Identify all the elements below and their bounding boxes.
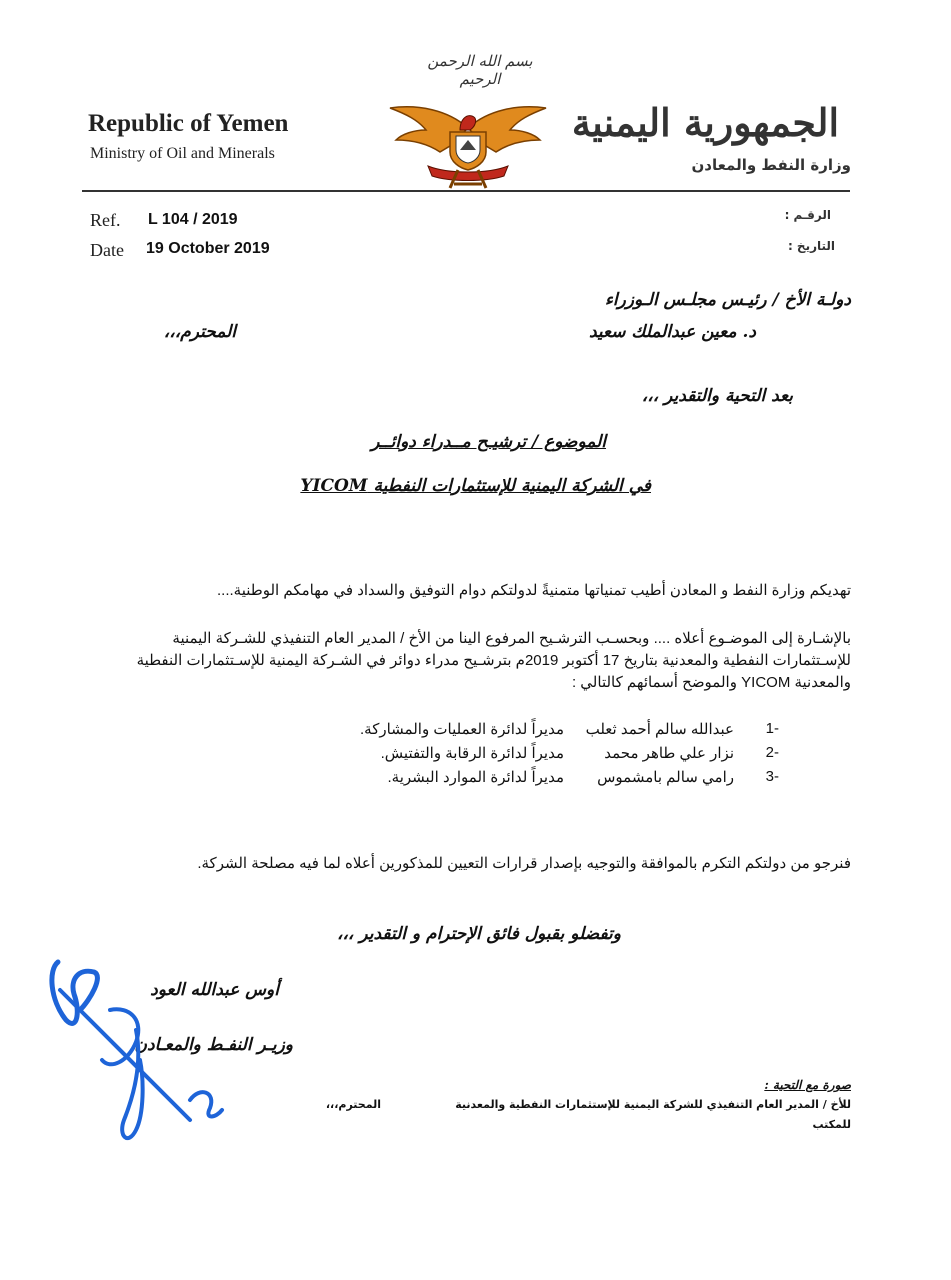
greeting: بعد التحية والتقدير ،،، xyxy=(641,386,793,406)
signatory-title: وزيـر النفـط والمعـادن xyxy=(134,1035,293,1055)
header-en-title: Republic of Yemen xyxy=(88,110,289,137)
header-ar-title: الجمهورية اليمنية xyxy=(571,100,839,145)
cc-line1-honorific: المحترم،،، xyxy=(325,1098,381,1111)
cc-line2: للمكتب xyxy=(812,1118,851,1131)
nominee-role: مديراً لدائرة الموارد البشرية. xyxy=(387,769,564,786)
nominee-name: رامي سالم بامشموس xyxy=(597,769,734,786)
nominee-role: مديراً لدائرة الرقابة والتفتيش. xyxy=(380,745,564,762)
handwritten-signature-icon xyxy=(40,950,240,1160)
nominee-number: 2- xyxy=(765,744,779,761)
signatory-name: أوس عبدالله العود xyxy=(150,980,279,1000)
header-divider xyxy=(82,190,850,192)
nominee-name: نزار علي طاهر محمد xyxy=(604,745,734,762)
closing-line: وتفضلو بقبول فائق الإحترام و التقدير ،،، xyxy=(336,924,621,944)
cc-line1: للأخ / المدير العام التنفيذي للشركة اليمنية للإستثمارات النفطية والمعدنية xyxy=(455,1098,851,1111)
addressee-line1: دولـة الأخ / رئيـس مجلـس الـوزراء xyxy=(604,290,851,310)
nominee-number: 3- xyxy=(765,768,779,785)
yemen-eagle-emblem-icon xyxy=(388,100,548,192)
subject-line1: الموضوع / ترشيـح مــدراء دوائــر xyxy=(371,432,606,452)
date-value: 19 October 2019 xyxy=(146,240,270,257)
ref-value: L 104 / 2019 xyxy=(148,211,238,228)
header-ar-subtitle: وزارة النفط والمعادن xyxy=(691,156,851,174)
ref-label-ar: الرقـم : xyxy=(784,208,831,222)
addressee-line2: د. معين عبدالملك سعيد xyxy=(588,322,756,342)
nominee-number: 1- xyxy=(765,720,779,737)
paragraph-request: فنرجو من دولتكم التكرم بالموافقة والتوجيه بإصدار قرارات التعيين للمذكورين أعلاه لما فيه مصلحة الشركة. xyxy=(197,855,851,872)
nominee-role: مديراً لدائرة العمليات والمشاركة. xyxy=(360,721,564,738)
date-label: Date xyxy=(90,240,124,260)
cc-heading: صورة مع التحية : xyxy=(764,1078,851,1092)
paragraph-intro: تهديكم وزارة النفط و المعادن أطيب تمنياتها متمنيةً لدولتكم دوام التوفيق والسداد في مهامكم الوطنية.... xyxy=(217,582,851,599)
basmala: بسم الله الرحمن الرحيم xyxy=(427,52,533,88)
header-en-subtitle: Ministry of Oil and Minerals xyxy=(90,145,275,162)
subject-line2: في الشركة اليمنية للإستثمارات النفطية YICOM xyxy=(300,476,651,496)
date-label-ar: التاريخ : xyxy=(787,239,835,253)
ref-label: Ref. xyxy=(90,210,121,230)
paragraph-reference: بالإشـارة إلى الموضـوع أعلاه .... وبحسـب الترشـيح المرفوع الينا من الأخ / المدير العام التنفيذي للشـركة اليمنية للإسـتثمارات النفطية والمعدنية بتاريخ 17 أكتوبر 2019م بترشـيح مدراء دوائر في الشـركة اليمنية للإسـتثمارات النفطية والمعدنية YICOM والموضح أسمائهم كالتالي : xyxy=(136,630,851,691)
addressee-honorific: المحترم،،، xyxy=(163,322,236,342)
nominee-name: عبدالله سالم أحمد ثعلب xyxy=(585,721,734,738)
